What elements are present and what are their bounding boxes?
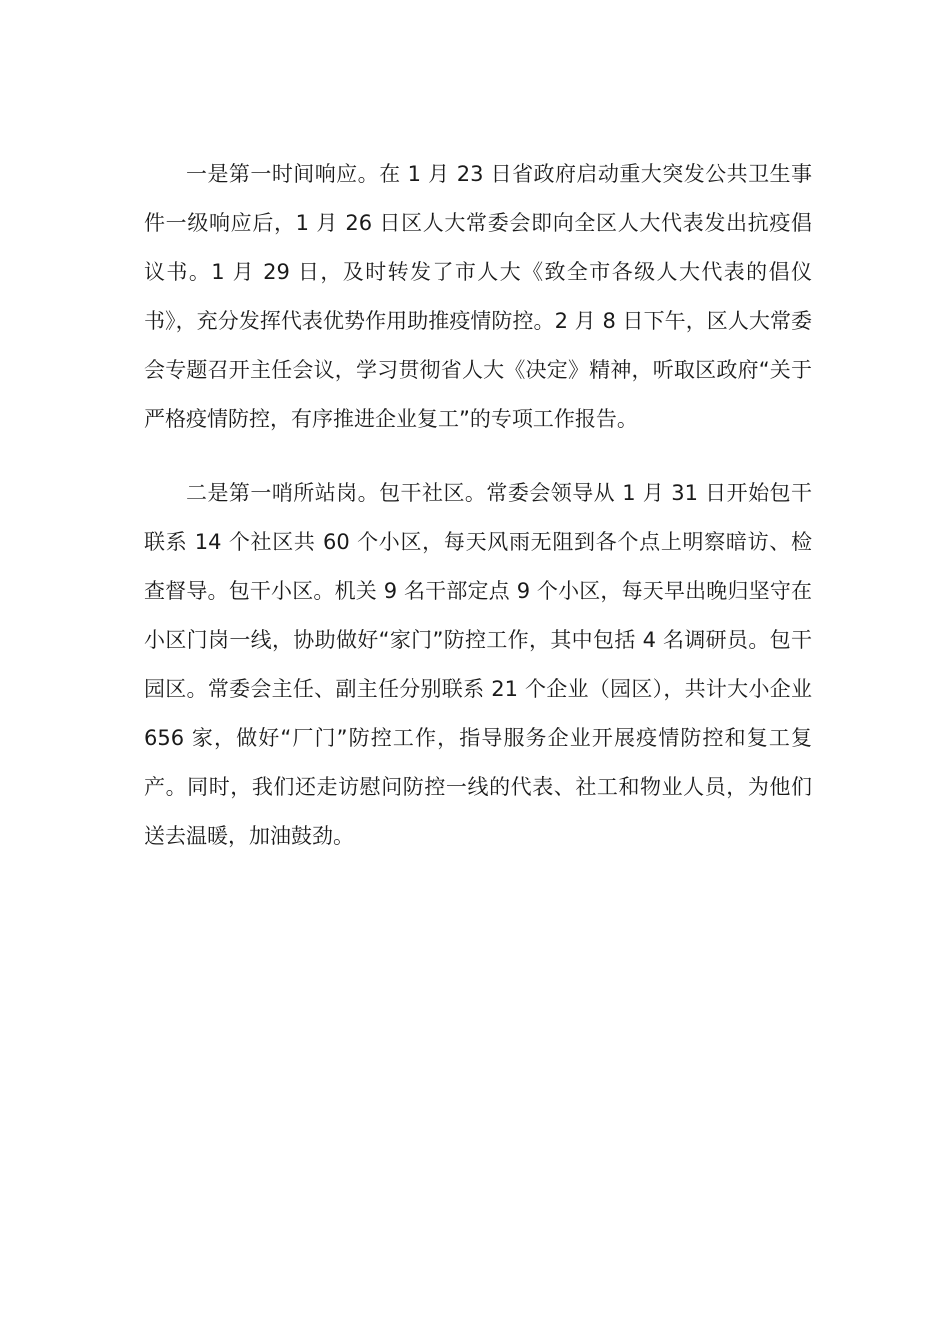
document-body xyxy=(144,150,812,886)
paragraph-first-post: 二是第一哨所站岗。包干社区。常委会领导从 1 月 31 日开始包干联系 14 个社区共 60 个小区，每天风雨无阻到各个点上明察暗访、检查督导。包干小区。机关 9 名干部定点 9 个小区，每天早出晚归坚守在小区门岗一线，协助做好“家门”防控工作，其中包括 4 名调研员。包干园区。常委会主任、副主任分别联系 21 个企业（园区），共计大小企业 656 家，做好“厂门”防控工作，指导服务企业开展疫情防控和复工复产。同时，我们还走访慰问防控一线的代表、社工和物业人员，为他们送去温暖，加油鼓劲。 xyxy=(144,481,812,848)
paragraph-first-response: 一是第一时间响应。在 1 月 23 日省政府启动重大突发公共卫生事件一级响应后，1 月 26 日区人大常委会即向全区人大代表发出抗疫倡议书。1 月 29 日，及时转发了市人大《致全市各级人大代表的倡仪书》，充分发挥代表优势作用助推疫情防控。2 月 8 日下午，区人大常委会专题召开主任会议，学习贯彻省人大《决定》精神，听取区政府“关于严格疫情防控，有序推进企业复工”的专项工作报告。 xyxy=(144,162,812,431)
